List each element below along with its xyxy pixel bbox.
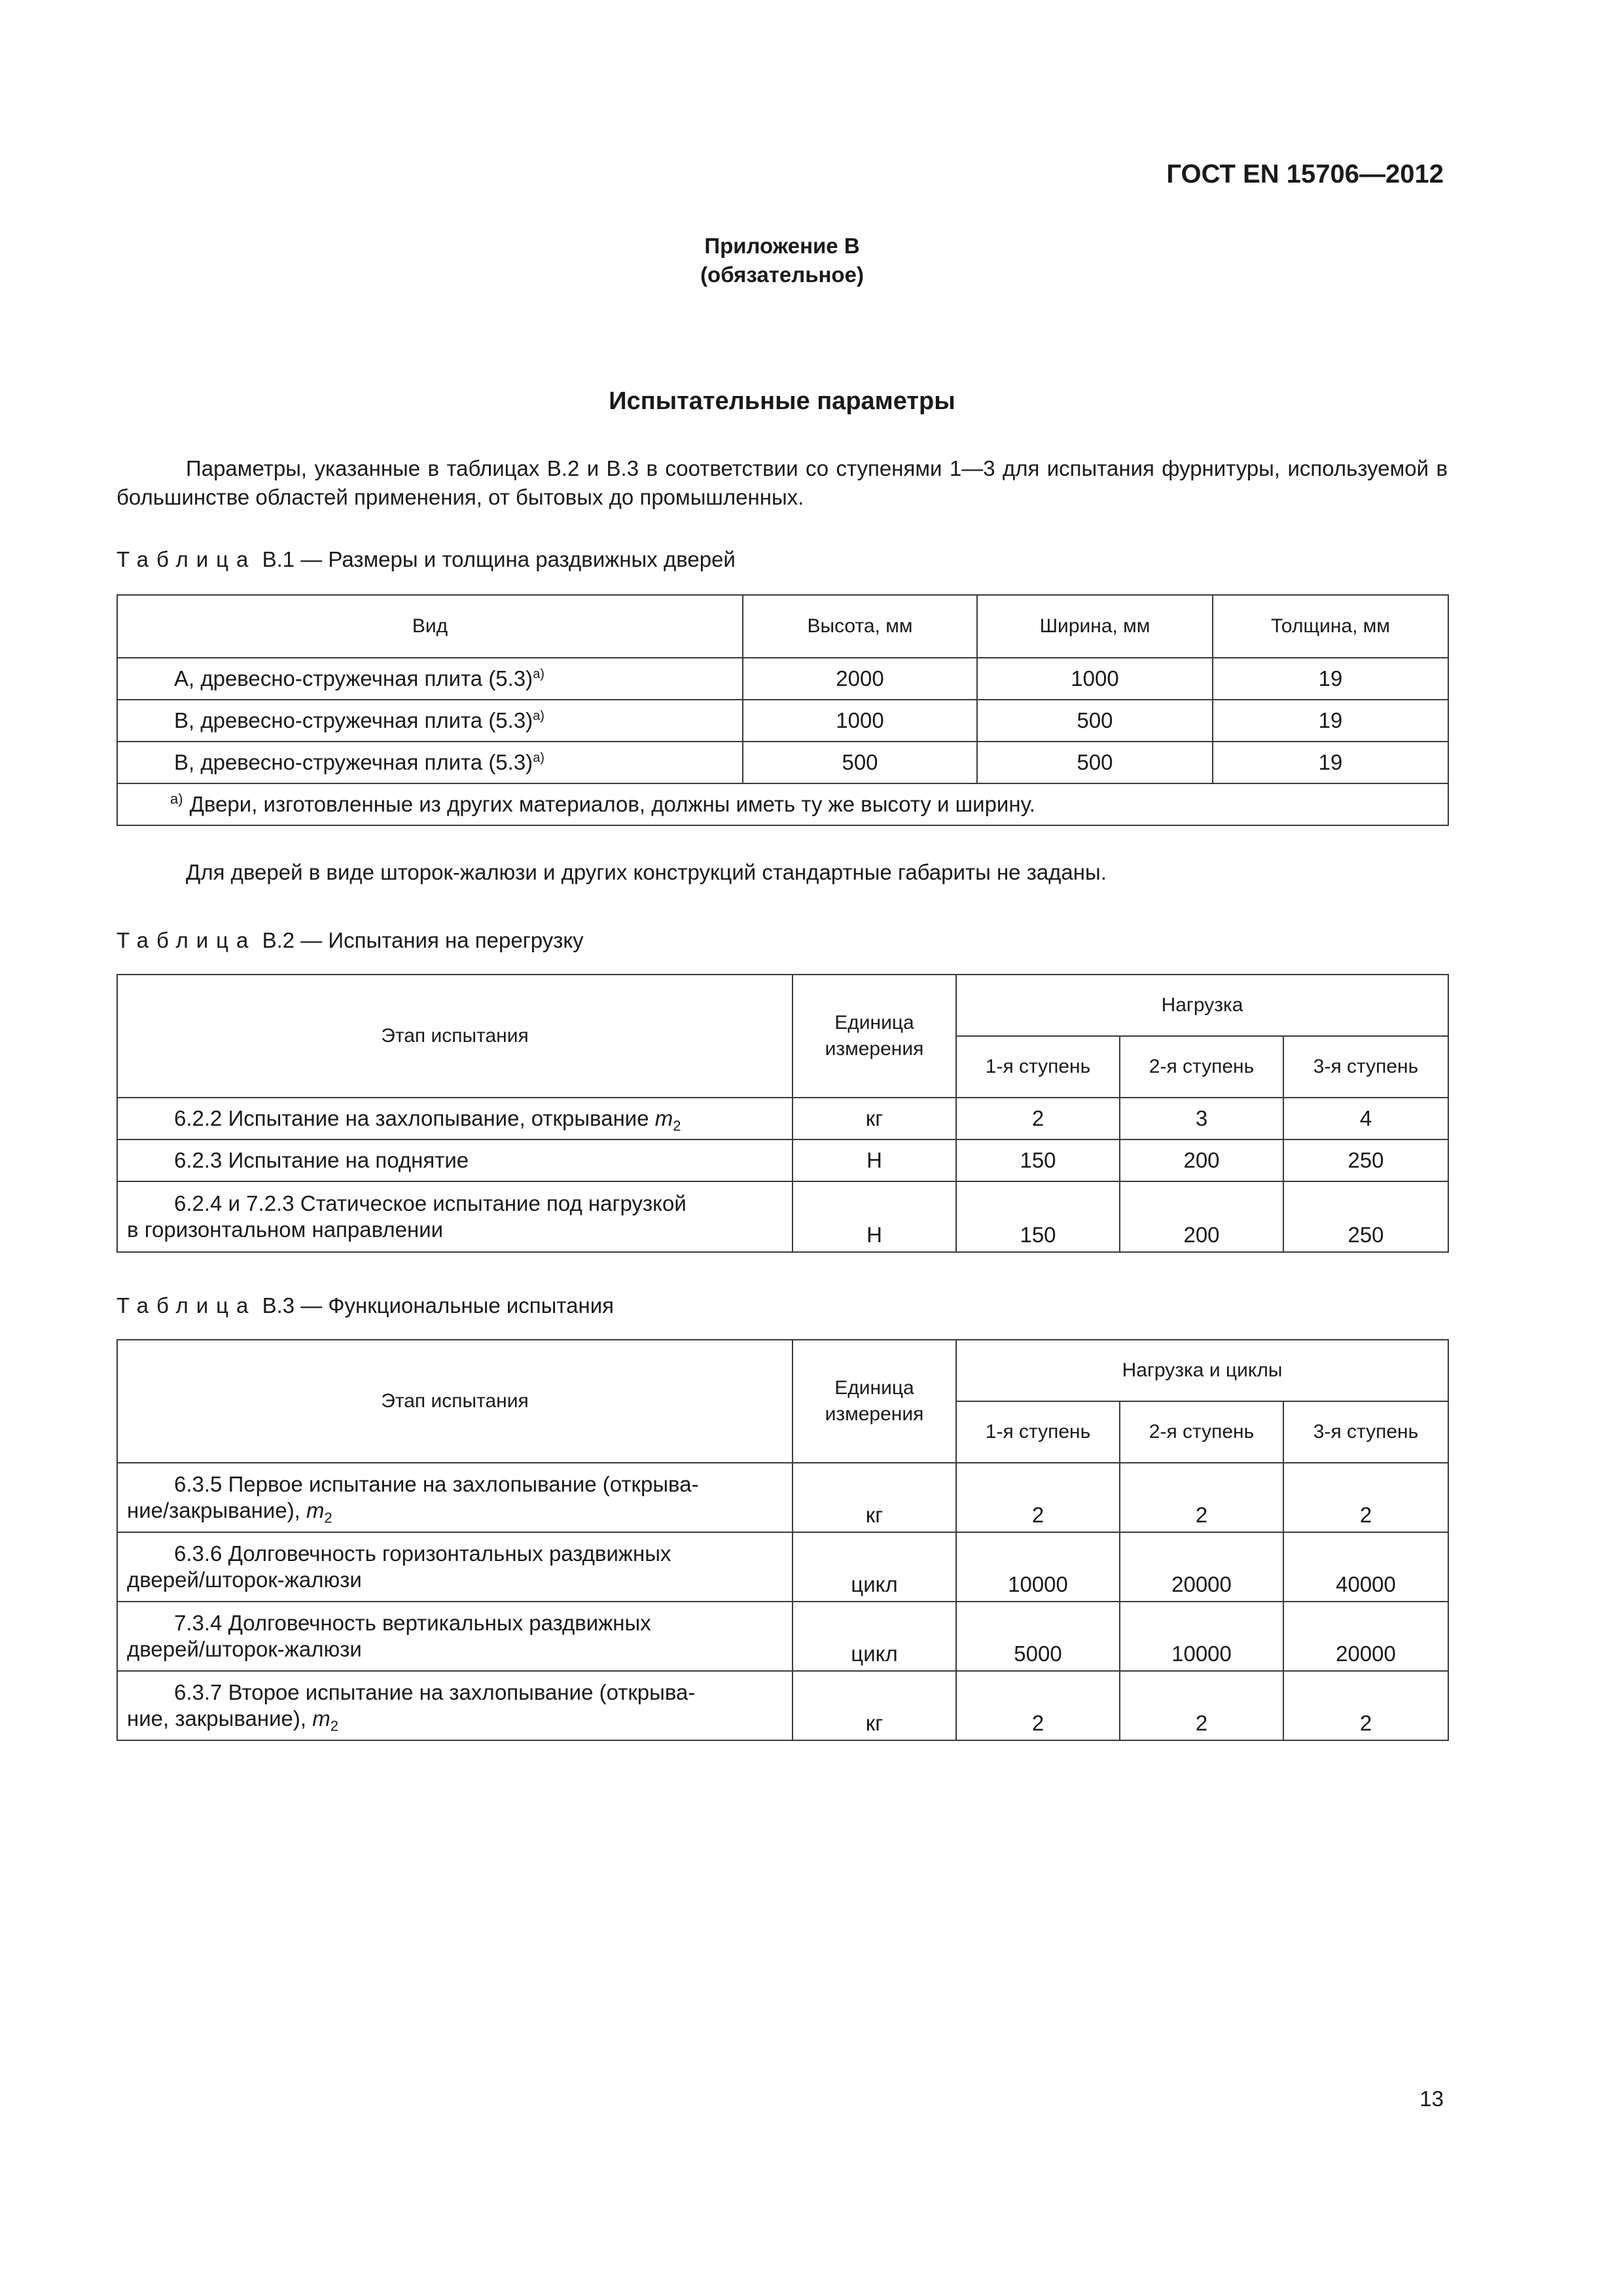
table-b2-level-1: 2	[956, 1098, 1120, 1139]
table-b2-level-3: 250	[1283, 1139, 1448, 1181]
table-b2-level-3: 4	[1283, 1098, 1448, 1139]
table-b1-header-width: Ширина, мм	[977, 595, 1213, 658]
table-b1-header-height: Высота, мм	[743, 595, 977, 658]
table-b3-level-1: 10000	[956, 1532, 1120, 1602]
stage-line-2	[127, 1498, 783, 1524]
table-b3-caption-text: В.3 — Функциональные испытания	[262, 1293, 615, 1318]
symbol-m: m	[654, 1106, 673, 1130]
table-b1-caption-text: В.1 — Размеры и толщина раздвижных дверей	[262, 547, 736, 571]
stage-line-2-text: ние/закрывание),	[127, 1498, 300, 1522]
table-b3-level-3: 2	[1283, 1463, 1448, 1532]
table-b3-header-load: Нагрузка и циклы	[956, 1340, 1448, 1401]
table-b2-level-2: 3	[1120, 1098, 1283, 1139]
table-b2-header-row	[117, 975, 1448, 1036]
standard-number: ГОСТ EN 15706—2012	[1166, 160, 1444, 188]
table-b2-level-2: 200	[1120, 1139, 1283, 1181]
symbol-subscript: 2	[330, 1717, 338, 1734]
stage-line-1: 6.3.7 Второе испытание на захлопывание (открыва-	[174, 1680, 696, 1704]
footnote-ref: a)	[533, 709, 544, 723]
table-b2-caption-prefix: Таблица	[116, 928, 257, 952]
table-b1-height: 2000	[743, 658, 977, 700]
table-row	[117, 658, 1448, 700]
table-b3-stage	[117, 1671, 793, 1740]
table-b3-caption-prefix: Таблица	[116, 1293, 257, 1318]
table-b1-footnote	[117, 783, 1448, 825]
table-b2-unit: кг	[793, 1098, 956, 1139]
table-b3-stage	[117, 1532, 793, 1602]
footnote-text: Двери, изготовленные из других материалов, должны иметь ту же высоту и ширину.	[189, 792, 1035, 816]
table-b3-level-1: 5000	[956, 1602, 1120, 1671]
stage-line-1: 6.3.6 Долговечность горизонтальных раздвижных	[174, 1541, 671, 1566]
table-b3-level-3: 20000	[1283, 1602, 1448, 1671]
table-b2-header-level-1: 1-я ступень	[956, 1036, 1120, 1098]
table-b1-type	[117, 700, 743, 742]
table-b2-unit: Н	[793, 1139, 956, 1181]
table-b1-height: 1000	[743, 700, 977, 742]
table-b3-level-3: 40000	[1283, 1532, 1448, 1602]
table-b2-unit: Н	[793, 1181, 956, 1252]
table-b3-unit: кг	[793, 1463, 956, 1532]
table-b1-width: 1000	[977, 658, 1213, 700]
footnote-ref: a)	[533, 751, 544, 765]
door-type-text: В, древесно-стружечная плита (5.3)	[174, 750, 533, 774]
table-b3	[116, 1339, 1449, 1741]
table-b3-level-1: 2	[956, 1671, 1120, 1740]
footnote-ref: a)	[533, 667, 544, 681]
table-b3-unit: кг	[793, 1671, 956, 1740]
table-b1	[116, 594, 1449, 826]
table-b3-level-2: 2	[1120, 1463, 1283, 1532]
stage-line-2: дверей/шторок-жалюзи	[127, 1568, 362, 1592]
table-b1-width: 500	[977, 742, 1213, 783]
table-b1-header-type: Вид	[117, 595, 743, 658]
table-row	[117, 1139, 1448, 1181]
appendix-title: Приложение В	[704, 234, 860, 258]
table-b1-type	[117, 742, 743, 783]
table-b2-stage	[117, 1098, 793, 1139]
table-b3-level-2: 2	[1120, 1671, 1283, 1740]
table-b2-header-load: Нагрузка	[956, 975, 1448, 1036]
appendix-heading	[0, 232, 1564, 289]
table-b3-level-2: 10000	[1120, 1602, 1283, 1671]
table-b1-caption-prefix: Таблица	[116, 547, 257, 571]
table-b3-header-level-2: 2-я ступень	[1120, 1401, 1283, 1463]
table-b3-level-1: 2	[956, 1463, 1120, 1532]
symbol-m: m	[312, 1706, 330, 1731]
table-b1-width: 500	[977, 700, 1213, 742]
table-b2-level-1: 150	[956, 1181, 1120, 1252]
door-type-text: А, древесно-стружечная плита (5.3)	[174, 666, 533, 691]
table-b3-header-level-3: 3-я ступень	[1283, 1401, 1448, 1463]
table-b1-caption	[116, 547, 736, 572]
table-row	[117, 1098, 1448, 1139]
table-row	[117, 1671, 1448, 1740]
table-b2-level-1: 150	[956, 1139, 1120, 1181]
stage-line-1: 6.3.5 Первое испытание на захлопывание (открыва-	[174, 1472, 699, 1496]
table-b2-stage	[117, 1181, 793, 1252]
intro-paragraph: Параметры, указанные в таблицах В.2 и В.3 в соответствии со ступенями 1—3 для испытания фурнитуры, используемой в большинстве областей применения, от бытовых до промышленных.	[116, 456, 1448, 509]
table-row	[117, 1602, 1448, 1671]
table-b3-caption	[116, 1293, 614, 1318]
stage-line-2-text: ние, закрывание),	[127, 1706, 307, 1731]
table-row	[117, 700, 1448, 742]
table-b1-header-row	[117, 595, 1448, 658]
table-b2-header-stage: Этап испытания	[117, 975, 793, 1098]
table-b3-unit: цикл	[793, 1602, 956, 1671]
door-type-text: В, древесно-стружечная плита (5.3)	[174, 708, 533, 732]
table-b1-footnote-row	[117, 783, 1448, 825]
stage-line-2: в горизонтальном направлении	[127, 1217, 444, 1242]
symbol-subscript: 2	[673, 1117, 681, 1134]
table-b3-header-unit: Единица измерения	[793, 1340, 956, 1463]
stage-line-1: 7.3.4 Долговечность вертикальных раздвижных	[174, 1611, 651, 1635]
table-b1-height: 500	[743, 742, 977, 783]
stage-line-2: дверей/шторок-жалюзи	[127, 1637, 362, 1661]
section-title: Испытательные параметры	[609, 387, 955, 415]
table-row	[117, 1181, 1448, 1252]
table-b2-level-2: 200	[1120, 1181, 1283, 1252]
table-b2-header-unit: Единица измерения	[793, 975, 956, 1098]
table-b2-header-level-3: 3-я ступень	[1283, 1036, 1448, 1098]
symbol-m: m	[306, 1498, 325, 1522]
symbol-subscript: 2	[324, 1509, 332, 1526]
table-row	[117, 742, 1448, 783]
table-b2-level-3: 250	[1283, 1181, 1448, 1252]
table-b1-thickness: 19	[1213, 658, 1448, 700]
table-b1-thickness: 19	[1213, 700, 1448, 742]
footnote-mark: a)	[170, 791, 183, 807]
table-b2	[116, 974, 1449, 1253]
stage-text: 6.2.2 Испытание на захлопывание, открывание	[174, 1106, 649, 1130]
stage-line-2	[127, 1706, 783, 1732]
table-b1-type	[117, 658, 743, 700]
table-b3-header-level-1: 1-я ступень	[956, 1401, 1120, 1463]
table-b1-header-thickness: Толщина, мм	[1213, 595, 1448, 658]
stage-line-1: 6.2.4 и 7.2.3 Статическое испытание под нагрузкой	[174, 1191, 687, 1215]
note-paragraph: Для дверей в виде шторок-жалюзи и других конструкций стандартные габариты не заданы.	[186, 860, 1107, 884]
table-b2-caption-text: В.2 — Испытания на перегрузку	[262, 928, 584, 952]
table-b3-level-3: 2	[1283, 1671, 1448, 1740]
table-b3-unit: цикл	[793, 1532, 956, 1602]
table-row	[117, 1463, 1448, 1532]
table-b2-header-level-2: 2-я ступень	[1120, 1036, 1283, 1098]
table-b3-header-row	[117, 1340, 1448, 1401]
table-b2-stage: 6.2.3 Испытание на поднятие	[117, 1139, 793, 1181]
table-b1-thickness: 19	[1213, 742, 1448, 783]
appendix-status: (обязательное)	[700, 262, 864, 287]
table-b2-caption	[116, 928, 584, 953]
table-b3-stage	[117, 1463, 793, 1532]
table-row	[117, 1532, 1448, 1602]
page-number: 13	[1419, 2087, 1444, 2111]
table-b3-level-2: 20000	[1120, 1532, 1283, 1602]
table-b3-stage	[117, 1602, 793, 1671]
table-b3-header-stage: Этап испытания	[117, 1340, 793, 1463]
